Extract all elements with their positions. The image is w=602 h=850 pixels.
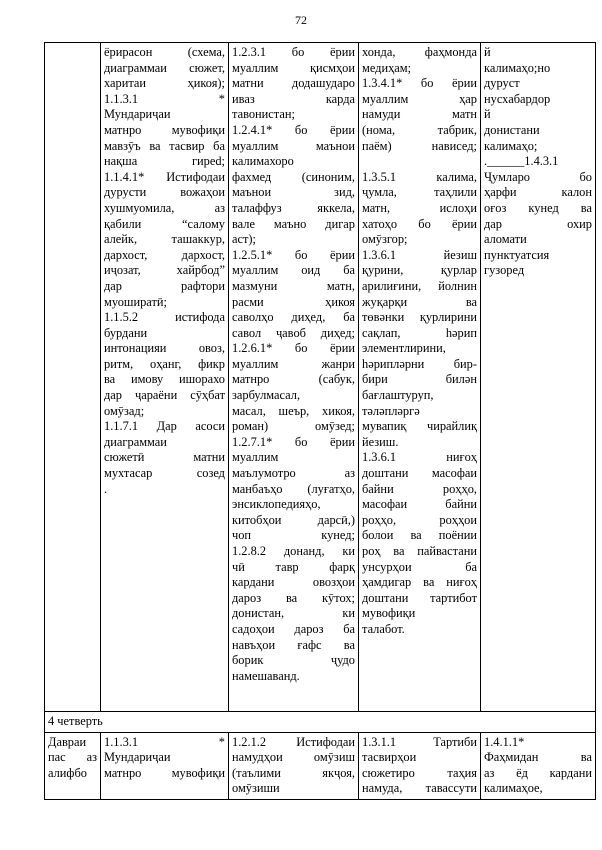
text-line: хонда, фаҳмонда — [362, 45, 477, 59]
text-line: 1.1.7.1 Дар асоси — [104, 419, 225, 434]
text-line: оғоз кунед ва — [484, 200, 592, 215]
text-line: навъҳои ғафс ва — [232, 637, 355, 652]
text-line: доштани масофаи — [362, 466, 477, 481]
text-line: Мундариҷаи — [104, 750, 171, 765]
text-line: маълумотро аз — [232, 466, 355, 481]
table-cell-col1 — [45, 43, 101, 712]
text-line: тавонистан; — [232, 107, 295, 122]
text-line: муоширатӣ; — [104, 294, 167, 309]
text-line: 1.3.6.1 ниғоҳ — [362, 450, 477, 465]
text-line: ёрирасон (схема, — [104, 45, 225, 59]
text-line: қабили “салому — [104, 216, 225, 231]
text-line: пас аз — [48, 750, 97, 765]
text-line: матнро мувофиқи — [104, 765, 225, 780]
text-line: донистани — [484, 122, 540, 137]
text-line: садоҳои дароз ба — [232, 621, 355, 636]
text-line: алифбо — [48, 765, 87, 780]
text-line: чоп кунед; — [232, 528, 355, 543]
text-line: намудҳои омӯзиш — [232, 750, 355, 765]
text-line: 1.1.3.1 * — [104, 734, 225, 749]
curriculum-table — [44, 42, 596, 800]
text-line: маънои зид, — [232, 185, 355, 200]
text-line: хушмуомила, аз — [104, 200, 225, 215]
text-line: мувофиқи — [362, 606, 416, 621]
text-line: йезиш. — [362, 434, 399, 449]
text-line: алейк, ташаккур, — [104, 232, 225, 247]
text-line: тасвирҳои — [362, 750, 417, 765]
text-line: расми ҳикоя — [232, 294, 355, 309]
text-line: дурусти вожаҳои — [104, 185, 225, 200]
text-line: талаффуз яккела, — [232, 200, 355, 215]
text-line: элементлирини, — [362, 341, 446, 356]
text-line: қурини, қурлар — [362, 263, 477, 278]
page-number: 72 — [295, 13, 307, 27]
text-line: мавзӯъ ва тасвир ба — [104, 138, 225, 153]
text-line: .______1.4.3.1 — [484, 154, 559, 169]
text-line: 1.2.8.2 донанд, ки — [232, 544, 355, 558]
text-line: донистан, ки — [232, 606, 355, 621]
text-line: арилиғини, йолнин — [362, 278, 477, 293]
text-line: зарбулмасал, — [232, 388, 301, 403]
text-line: матн, ислоҳи — [362, 200, 477, 215]
text-line: 1.1.4.1* Истифодаи — [104, 169, 225, 184]
table-cell-col4 — [359, 732, 481, 799]
text-line: мухтасар созед — [104, 466, 225, 481]
text-line: роҳ ва пайвастани — [362, 544, 477, 558]
text-line: матни додашударо — [232, 76, 355, 91]
text-line: байни роҳҳо, — [362, 481, 477, 496]
text-line — [362, 154, 477, 170]
text-line: пунктуатсия — [484, 247, 550, 262]
text-line: аст); — [232, 232, 256, 247]
text-line: 1.1.5.2 истифода — [104, 310, 225, 325]
text-line: унсурҳои ба — [362, 559, 477, 574]
text-line: муаллим маънои — [232, 138, 355, 153]
text-line: талабот. — [362, 621, 405, 636]
text-line: энсиклопедияҳо, — [232, 497, 321, 512]
text-line: хатоҳо бо ёрии — [362, 216, 477, 231]
text-line: чӣ тавр фарқ — [232, 559, 355, 574]
text-line: нусхабардор — [484, 91, 551, 106]
text-line: доштани тартибот — [362, 590, 477, 605]
table-cell-col4 — [359, 43, 481, 712]
text-line: бағлаштуруп, — [362, 388, 434, 403]
text-line: кардани овозҳои — [232, 575, 355, 590]
text-line: омӯзиши — [232, 781, 280, 796]
text-line: ҳамдигар ва ниғоҳ — [362, 575, 477, 590]
text-line: Мундариҷаи — [104, 107, 171, 122]
text-line: дар ҷараёни сӯҳбат — [104, 388, 225, 403]
text-line: жуқарқи ва — [362, 294, 477, 309]
text-line: медиҳам; — [362, 60, 412, 75]
text-line: муаллим — [232, 450, 279, 465]
text-line: роҳҳо, роҳҳои — [362, 512, 477, 527]
text-line: 1.1.3.1 * — [104, 91, 225, 106]
text-line: 1.3.6.1 йезиш — [362, 247, 477, 262]
text-line: мазмуни матн, — [232, 278, 355, 293]
text-line: 1.4.1.1* — [484, 734, 525, 749]
text-line: сюжетиро таҳия — [362, 765, 477, 780]
text-line: бири билән — [362, 372, 477, 387]
text-line: иваз карда — [232, 91, 355, 106]
text-line: намешаванд. — [232, 668, 300, 683]
text-line: калимахоро — [232, 154, 294, 169]
text-line: вале маъно дигар — [232, 216, 355, 231]
text-line: сюжетӣ матни — [104, 450, 225, 465]
text-line: намуди матн — [362, 107, 477, 122]
text-line: 1.2.7.1* бо ёрии — [232, 434, 355, 449]
text-line: бурдани — [104, 325, 148, 340]
text-line: интонацияи овоз, — [104, 341, 225, 356]
text-line: 1.2.1.2 Истифодаи — [232, 734, 355, 749]
text-line: 1.2.3.1 бо ёрии — [232, 45, 355, 59]
table-cell-col1 — [45, 732, 101, 799]
text-line: борик ҷудо — [232, 653, 355, 668]
text-line: һәрипләрни бир- — [362, 356, 477, 371]
table-cell-col3 — [229, 43, 359, 712]
text-line: муаллим жанри — [232, 356, 355, 371]
text-line: омӯзад; — [104, 403, 145, 418]
text-line: калимаҳое, — [484, 781, 543, 796]
text-line: муаллим ҳар — [362, 91, 477, 106]
text-line: мувапиқ чирайлиқ — [362, 419, 477, 434]
text-line: дар охир — [484, 216, 592, 231]
table-row — [45, 43, 596, 712]
table-row — [45, 732, 596, 799]
text-line: 1.2.5.1* бо ёрии — [232, 247, 355, 262]
text-line: дароз ва кӯтох; — [232, 590, 355, 605]
text-line: китобҳои дарсӣ,) — [232, 512, 355, 527]
text-line: паём) нависед; — [362, 138, 477, 153]
table-cell-col5 — [481, 732, 596, 799]
text-line: аз ёд кардани — [484, 765, 592, 780]
text-line: (нома, табрик, — [362, 122, 477, 137]
text-line: харитаи ҳикоя); — [104, 76, 225, 91]
text-line: Давраи — [48, 734, 87, 749]
text-line: дуруст — [484, 76, 520, 91]
text-line: ритм, оҳанг, фикр — [104, 356, 225, 371]
text-line: гузоред — [484, 263, 525, 278]
table-cell-col2 — [101, 43, 229, 712]
table-cell-col5 — [481, 43, 596, 712]
text-line: фахмед (синоним, — [232, 169, 355, 184]
text-line: масал, шеър, хикоя, — [232, 403, 355, 418]
text-line: калимаҳо; — [484, 138, 538, 153]
text-line: диаграммаи — [104, 434, 167, 449]
text-line: 1.3.4.1* бо ёрии — [362, 76, 477, 91]
text-line: ҷумла, таҳлили — [362, 185, 477, 200]
text-line: й — [484, 45, 491, 59]
text-line: (таълими якҷоя, — [232, 765, 355, 780]
text-line: муаллим қисмҳои — [232, 60, 355, 75]
table-cell-col3 — [229, 732, 359, 799]
text-line: тәләпләргә — [362, 403, 420, 418]
text-line: 1.2.4.1* бо ёрии — [232, 122, 355, 137]
text-line: нақша гирed; — [104, 154, 225, 169]
text-line: Ҷумларо бо — [484, 169, 592, 184]
text-line: ва имову ишорахо — [104, 372, 225, 387]
text-line: . — [104, 481, 108, 496]
text-line: матнро (сабук, — [232, 372, 355, 387]
text-line: болои ва поёнии — [362, 528, 477, 543]
text-line: аломати — [484, 232, 527, 247]
text-line: дар рафтори — [104, 278, 225, 293]
text-line: 1.2.6.1* бо ёрии — [232, 341, 355, 356]
text-line: матнро мувофиқи — [104, 122, 225, 137]
text-line: й — [484, 107, 491, 122]
text-line: дархост, дархост, — [104, 247, 225, 262]
table-cell-col2 — [101, 732, 229, 799]
text-line: саволҳо диҳед, ба — [232, 310, 355, 325]
text-line: намуда, тавассути — [362, 781, 477, 796]
text-line: төвәнки қурлирини — [362, 310, 477, 325]
text-line: масофаи байни — [362, 497, 477, 512]
text-line: омӯзгор; — [362, 232, 408, 247]
text-line: савол ҷавоб диҳед; — [232, 325, 355, 340]
text-line: 1.3.5.1 калима, — [362, 169, 477, 184]
text-line: диаграммаи сюжет, — [104, 60, 225, 75]
text-line: манбаъҳо (луғатҳо, — [232, 481, 355, 496]
quarter-label: 4 четверть — [45, 712, 596, 733]
text-line: сақлап, һәрип — [362, 325, 477, 340]
text-line: роман) омӯзед; — [232, 419, 355, 434]
text-line: Фаҳмидан ва — [484, 750, 592, 765]
text-line: ҳарфи калон — [484, 185, 592, 200]
quarter-row — [45, 712, 596, 733]
text-line: иҷозат, хайрбод” — [104, 263, 225, 278]
text-line: муаллим оид ба — [232, 263, 355, 278]
text-line: калимаҳо;но — [484, 60, 551, 75]
text-line: 1.3.1.1 Тартиби — [362, 734, 477, 749]
